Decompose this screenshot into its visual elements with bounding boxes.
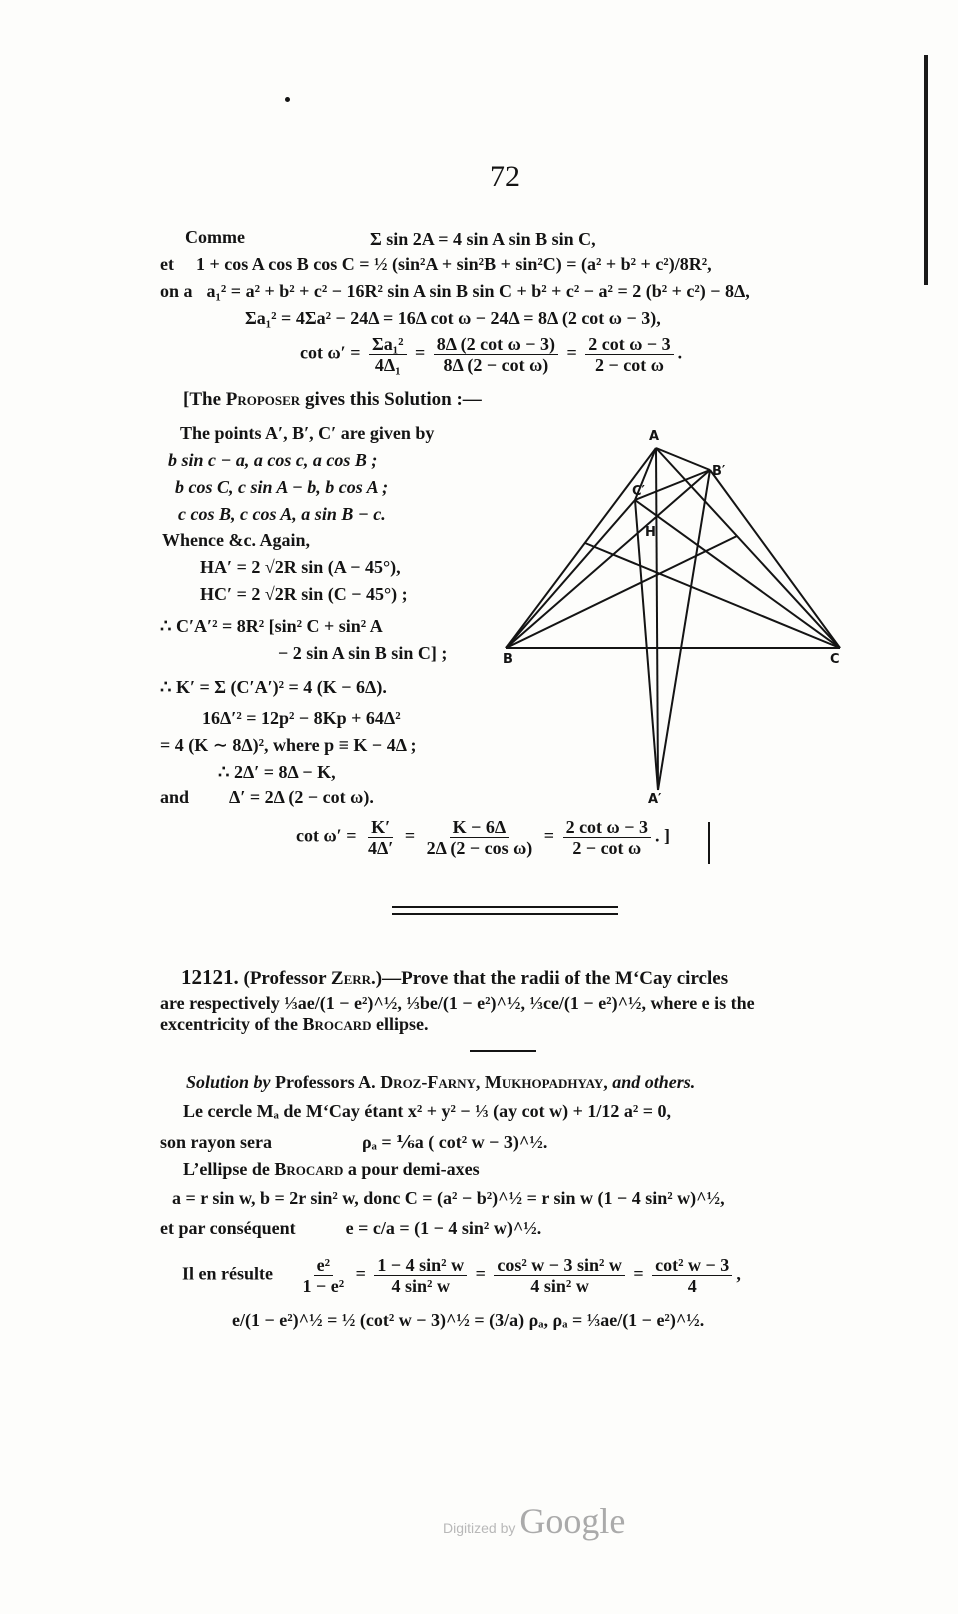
proposer-line-9: − 2 sin A sin B sin C] ; [278,643,448,663]
line-A-Ap [656,448,658,790]
label-C: C [830,652,840,667]
proposer-line-12: = 4 (K ∼ 8Δ)², where p ≡ K − 4Δ ; [160,735,417,755]
separator-rule-top [392,906,618,908]
solution-line-7: e/(1 − e²)^½ = ½ (cot² w − 3)^½ = (3/a) ρₐ, ρₐ = ⅓ae/(1 − e²)^½. [232,1310,705,1330]
solution-line-4: a = r sin w, b = 2r sin² w, donc C = (a² − b²)^½ = r sin w (1 − 4 sin² w)^½, [172,1188,725,1208]
problem-line-3: excentricity of the Brocard ellipse. [160,1014,429,1034]
proof-line-2: et 1 + cos A cos B cos C = ½ (sin²A + sin²B + sin²C) = (a² + b² + c²)/8R², [160,254,712,274]
digitized-watermark: Digitized by Google [443,1501,626,1541]
proposer-line-6: HA′ = 2 √2R sin (A − 45°), [200,557,401,577]
line-C-Cp [635,500,840,648]
label-A-prime: A′ [648,792,662,807]
label-A: A [649,429,660,444]
proposer-line-10: ∴ K′ = Σ (C′A′)² = 4 (K − 6Δ). [160,677,387,697]
separator-rule-bottom [392,913,618,915]
solution-line-6: Il en résulte $\frac{\text{e²}}{\text{1 − e²}}$ = $\frac{\text{1 − 4 sin² w}}{\text{4 sin² w}}$ = $\frac{\text{cos² w − 3 sin² w}}{\text{4 sin² w}}$ = $\frac{\text{cot² w − 3}}{4}$ , [182,1255,741,1296]
solution-byline: Solution by Professors A. Droz-Farny, Mukhopadhyay, and others. [186,1072,696,1092]
line-B-Bp [506,470,710,648]
solution-line-5: et par conséquent e = c/a = (1 − 4 sin² w)^½. [160,1218,542,1238]
line-Bp-Ap [658,470,710,790]
proof-line-1-eq: Σ sin 2A = 4 sin A sin B sin C, [370,229,596,249]
solution-line-3: L’ellipse de Brocard a pour demi-axes [183,1159,480,1179]
label-C-prime: C′ [632,484,645,499]
problem-line-2: are respectively ⅓ae/(1 − e²)^½, ⅓be/(1 − e²)^½, ⅓ce/(1 − e²)^½, where e is the [160,993,755,1013]
line-A-Bp [656,448,710,470]
altitude-C [585,543,840,648]
label-B-prime: B′ [712,464,726,479]
solution-line-2: son rayon sera ρₐ = ⅙a ( cot² w − 3)^½. [160,1132,548,1152]
line-B-Cp [506,500,635,648]
proposer-line-5: Whence &c. Again, [162,530,310,550]
proposer-conclusion: cot ω′ = $\frac{K'}{4\Delta'}$ = $\frac{K - 6\Delta}{\text{2Δ (2 − cos ω)}}$ = $\frac{\text{2 cot ω − 3}}{\text{2 − cot ω}}$ . ] [296,817,670,858]
proposer-line-13: ∴ 2Δ′ = 8Δ − K, [218,762,336,782]
proposer-line-4: c cos B, c cos A, a sin B − c. [178,504,386,524]
side-AB [506,448,656,648]
line-C-Bp [710,470,840,648]
problem-line-1: 12121. (Professor Zerr.)—Prove that the radii of the M‘Cay circles [181,965,729,989]
proof-line-5: cot ω′ = $\frac{\text{Σa₁²}}{\text{4Δ₁}}$ = $\frac{\text{8Δ (2 cot ω − 3)}}{\text{8Δ (2 − cot ω)}}$ = $\frac{\text{2 cot ω − 3}}{\text{2 − cot ω}}$ . [300,334,683,375]
proposer-line-8: ∴ C′A′² = 8R² [sin² C + sin² A [160,616,383,636]
proposer-line-2: b sin c − a, a cos c, a cos B ; [168,450,378,470]
label-H: H [645,525,656,540]
page-number: 72 [490,160,520,193]
line-Cp-Ap [635,500,658,790]
margin-dot [285,97,290,102]
proposer-line-11: 16Δ′² = 12p² − 8Kp + 64Δ² [202,708,401,728]
label-B: B [503,652,513,667]
proposer-line-7: HC′ = 2 √2R sin (C − 45°) ; [200,584,408,604]
proposer-line-1: The points A′, B′, C′ are given by [180,423,435,443]
short-rule [470,1050,536,1052]
side-AC [656,448,840,648]
bracket-close-bar [708,822,710,864]
solution-line-1: Le cercle Mₐ de M‘Cay étant x² + y² − ⅓ (ay cot w) + 1/12 a² = 0, [183,1101,672,1121]
line-Cp-Bp [635,470,710,500]
problem-number: 12121. [181,965,239,989]
proposer-intro: [The Proposer gives this Solution :— [183,389,482,410]
proof-line-4: Σa₁² = 4Σa² − 24Δ = 16Δ cot ω − 24Δ = 8Δ (2 cot ω − 3), [245,308,661,328]
binding-edge-line [924,55,928,285]
proposer-line-3: b cos C, c sin A − b, b cos A ; [175,477,389,497]
proof-line-3: on a a₁² = a² + b² + c² − 16R² sin A sin B sin C + b² + c² − a² = 2 (b² + c²) − 8Δ, [160,281,750,301]
proposer-line-14: and Δ′ = 2Δ (2 − cot ω). [160,787,374,807]
proof-line-1: Comme [185,227,245,247]
altitude-B [506,536,737,648]
